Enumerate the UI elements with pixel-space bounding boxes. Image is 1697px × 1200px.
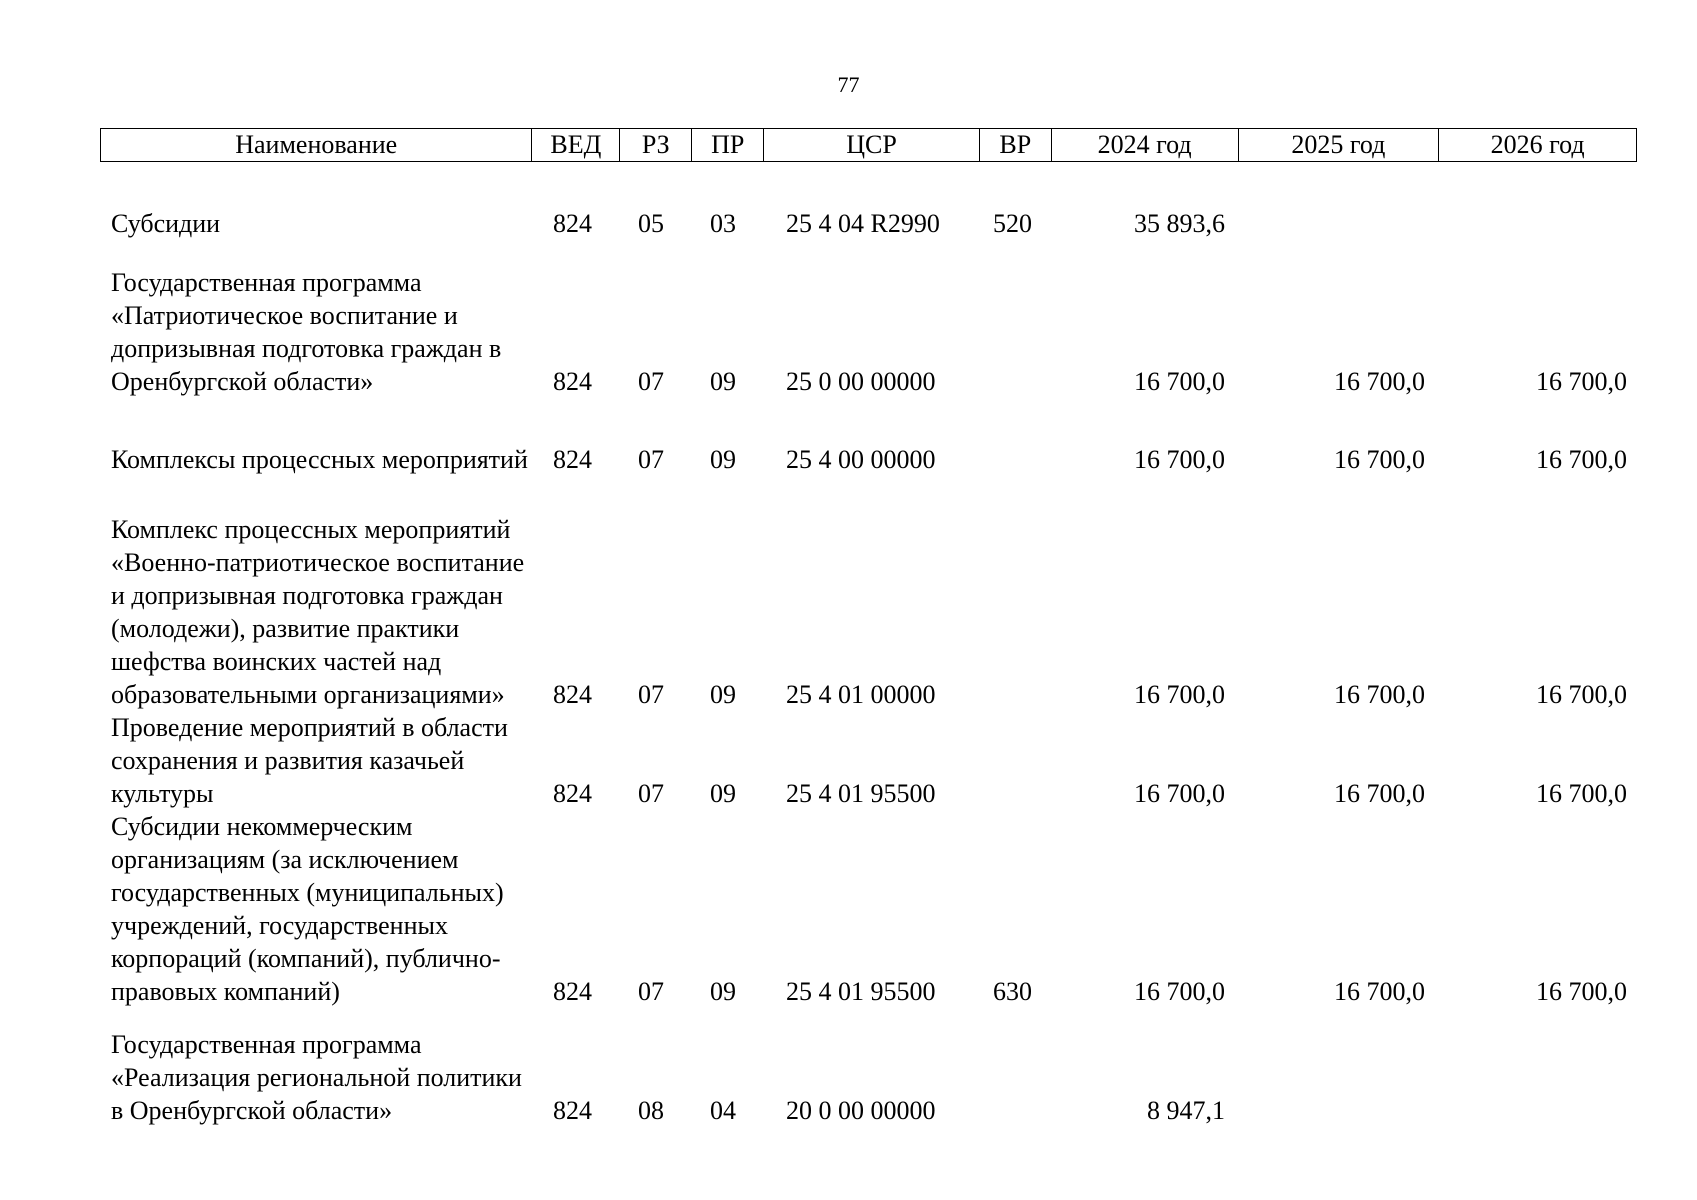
header-name: Наименование (101, 129, 532, 161)
row-rz: 05 (638, 209, 664, 238)
row-pr: 03 (710, 209, 736, 238)
header-2024: 2024 год (1052, 129, 1239, 161)
row-2025: 16 700,0 (1334, 680, 1425, 709)
row-vr: 520 (993, 209, 1032, 238)
row-2024: 16 700,0 (1134, 779, 1225, 808)
table-row (100, 410, 1637, 476)
row-csr: 25 4 00 00000 (786, 445, 936, 474)
table-row (100, 207, 1637, 240)
row-csr: 25 0 00 00000 (786, 367, 936, 396)
row-pr: 09 (710, 977, 736, 1006)
row-rz: 07 (638, 779, 664, 808)
table-header (100, 128, 1637, 162)
row-rz: 08 (638, 1096, 664, 1125)
row-name: Субсидии некоммерческим организациям (за исключением государственных (муниципальных) учреждений, государственных корпораций (компаний), публично-правовых компаний) (111, 812, 504, 1006)
row-2024: 8 947,1 (1147, 1096, 1225, 1125)
header-pr: ПР (692, 129, 764, 161)
row-ved: 824 (553, 1096, 592, 1125)
row-2026: 16 700,0 (1536, 680, 1627, 709)
row-ved: 824 (553, 367, 592, 396)
row-pr: 04 (710, 1096, 736, 1125)
row-ved: 824 (553, 209, 592, 238)
row-rz: 07 (638, 680, 664, 709)
row-name: Государственная программа «Патриотическое воспитание и допризывная подготовка граждан в Оренбургской области» (111, 268, 502, 396)
row-pr: 09 (710, 779, 736, 808)
row-ved: 824 (553, 680, 592, 709)
table-row (100, 711, 1637, 810)
row-name: Комплексы процессных мероприятий (111, 445, 528, 474)
row-ved: 824 (553, 445, 592, 474)
page-number: 77 (837, 72, 860, 97)
header-vr: ВР (980, 129, 1052, 161)
header-2025: 2025 год (1239, 129, 1440, 161)
row-vr: 630 (993, 977, 1032, 1006)
row-2024: 16 700,0 (1134, 977, 1225, 1006)
row-2026: 16 700,0 (1536, 779, 1627, 808)
row-name: Комплекс процессных мероприятий «Военно-патриотическое воспитание и допризывная подготовка граждан (молодежи), развитие практики шефства воинских частей над образовательными организациями» (111, 515, 525, 709)
row-pr: 09 (710, 445, 736, 474)
row-rz: 07 (638, 445, 664, 474)
table-row (100, 480, 1637, 711)
table-row (100, 810, 1637, 1008)
row-2026: 16 700,0 (1536, 367, 1627, 396)
table-row (100, 1028, 1637, 1127)
row-2024: 16 700,0 (1134, 367, 1225, 396)
row-2024: 35 893,6 (1134, 209, 1225, 238)
header-2026: 2026 год (1490, 130, 1585, 159)
row-csr: 25 4 01 95500 (786, 779, 936, 808)
row-ved: 824 (553, 779, 592, 808)
row-2025: 16 700,0 (1334, 445, 1425, 474)
row-2024: 16 700,0 (1134, 445, 1225, 474)
row-csr: 20 0 00 00000 (786, 1096, 936, 1125)
row-csr: 25 4 01 00000 (786, 680, 936, 709)
row-2025: 16 700,0 (1334, 977, 1425, 1006)
row-rz: 07 (638, 977, 664, 1006)
row-csr: 25 4 01 95500 (786, 977, 936, 1006)
row-pr: 09 (710, 367, 736, 396)
table-row (100, 266, 1637, 398)
row-csr: 25 4 04 R2990 (786, 209, 940, 238)
row-rz: 07 (638, 367, 664, 396)
row-2025: 16 700,0 (1334, 779, 1425, 808)
header-rz: РЗ (620, 129, 692, 161)
row-pr: 09 (710, 680, 736, 709)
row-2026: 16 700,0 (1536, 977, 1627, 1006)
row-2025: 16 700,0 (1334, 367, 1425, 396)
row-name: Государственная программа «Реализация региональной политики в Оренбургской области» (111, 1030, 522, 1125)
row-name: Проведение мероприятий в области сохранения и развития казачьей культуры (111, 713, 508, 808)
row-name: Субсидии (111, 209, 221, 238)
row-2024: 16 700,0 (1134, 680, 1225, 709)
row-ved: 824 (553, 977, 592, 1006)
row-2026: 16 700,0 (1536, 445, 1627, 474)
header-csr: ЦСР (764, 129, 980, 161)
header-ved: ВЕД (532, 129, 620, 161)
